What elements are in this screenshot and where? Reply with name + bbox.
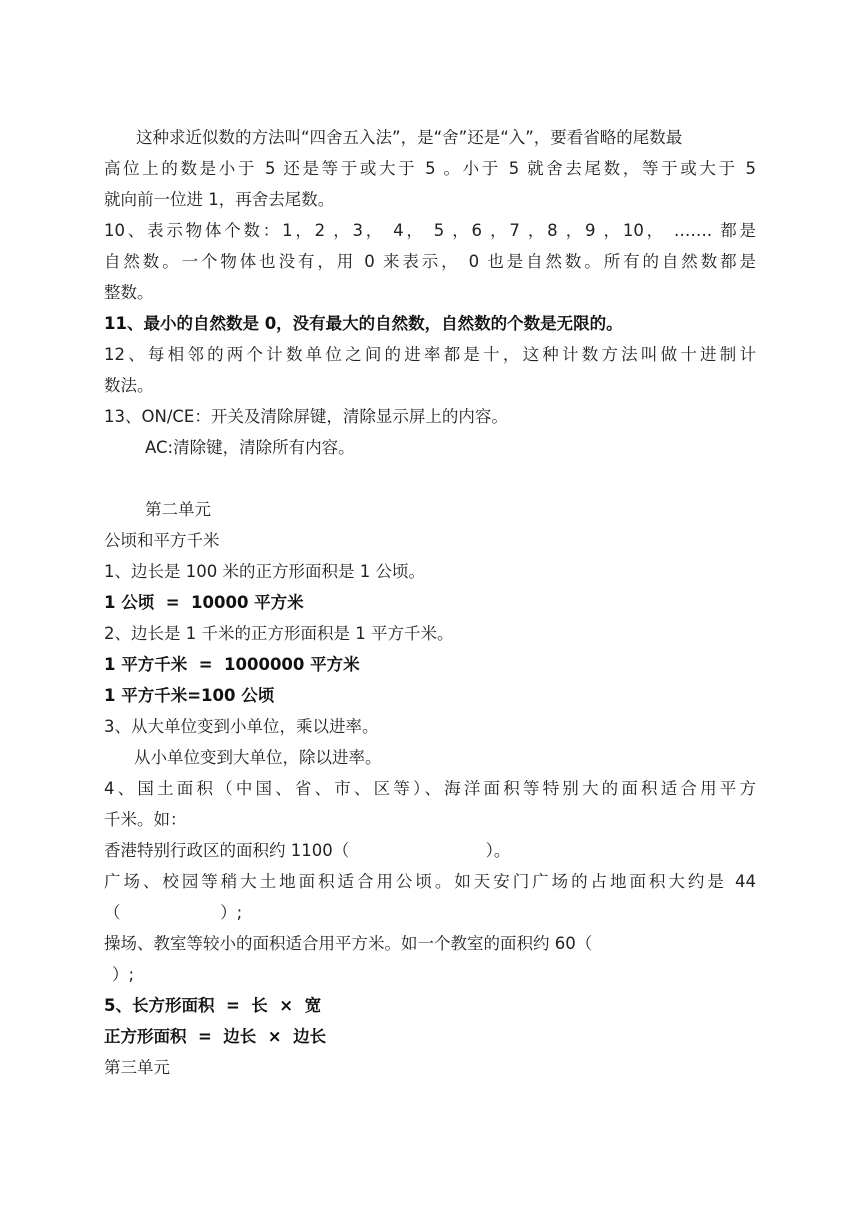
item-4-line-2: 千米。如： (104, 810, 187, 829)
item-13-line-2: AC:清除键，清除所有内容。 (145, 438, 355, 457)
item-3-line-2: 从小单位变到大单位，除以进率。 (134, 748, 382, 767)
example-classroom-line-1: 操场、教室等较小的面积适合用平方米。如一个教室的面积约 60（ (104, 934, 593, 953)
blank-line (104, 463, 756, 494)
item-10-line-1: 10、表示物体个数：1，2 ，3， 4， 5 ，6 ，7 ，8 ，9 ，10， ……. 都是 (104, 221, 756, 240)
item-2-line: 2、边长是 1 千米的正方形面积是 1 平方千米。 (104, 624, 454, 643)
example-hong-kong: 香港特别行政区的面积约 1100（ ）。 (104, 841, 511, 860)
formula-hectare: 1 公顷 = 10000 平方米 (104, 593, 304, 612)
example-square-line-2: （ ）; (104, 903, 243, 922)
formula-rectangle-area: 5、长方形面积 = 长 × 宽 (104, 996, 322, 1015)
example-square-line-1: 广场、校园等稍大土地面积适合用公顷。如天安门广场的占地面积大约是 44 (104, 872, 756, 891)
item-3-line-1: 3、从大单位变到小单位，乘以进率。 (104, 717, 379, 736)
item-11-line: 11、最小的自然数是 0，没有最大的自然数，自然数的个数是无限的。 (104, 314, 623, 333)
formula-square-km: 1 平方千米 = 1000000 平方米 (104, 655, 360, 674)
formula-square-area: 正方形面积 = 边长 × 边长 (104, 1027, 327, 1046)
formula-square-km-hectare: 1 平方千米=100 公顷 (104, 686, 275, 705)
item-12-line-2: 数法。 (104, 376, 154, 395)
paragraph-line-3: 就向前一位进 1，再舍去尾数。 (104, 190, 335, 209)
item-12-line-1: 12、每相邻的两个计数单位之间的进率都是十，这种计数方法叫做十进制计 (104, 345, 756, 364)
document-body (104, 122, 756, 1083)
section-title: 公顷和平方千米 (104, 531, 220, 550)
item-10-line-3: 整数。 (104, 283, 154, 302)
unit-3-heading: 第三单元 (104, 1058, 170, 1077)
item-4-line-1: 4、国土面积（中国、省、市、区等）、海洋面积等特别大的面积适合用平方 (104, 779, 756, 798)
paragraph-line-2: 高位上的数是小于 5 还是等于或大于 5 。小于 5 就舍去尾数，等于或大于 5 (104, 159, 756, 178)
item-1-line: 1、边长是 100 米的正方形面积是 1 公顷。 (104, 562, 425, 581)
unit-2-heading: 第二单元 (145, 500, 211, 519)
paragraph-line-1: 这种求近似数的方法叫“四舍五入法”，是“舍”还是“入”，要看省略的尾数最 (136, 128, 683, 147)
item-13-line-1: 13、ON/CE：开关及清除屏键，清除显示屏上的内容。 (104, 407, 508, 426)
example-classroom-line-2: ）; (112, 965, 135, 984)
item-10-line-2: 自然数。一个物体也没有，用 0 来表示， 0 也是自然数。所有的自然数都是 (104, 252, 756, 271)
